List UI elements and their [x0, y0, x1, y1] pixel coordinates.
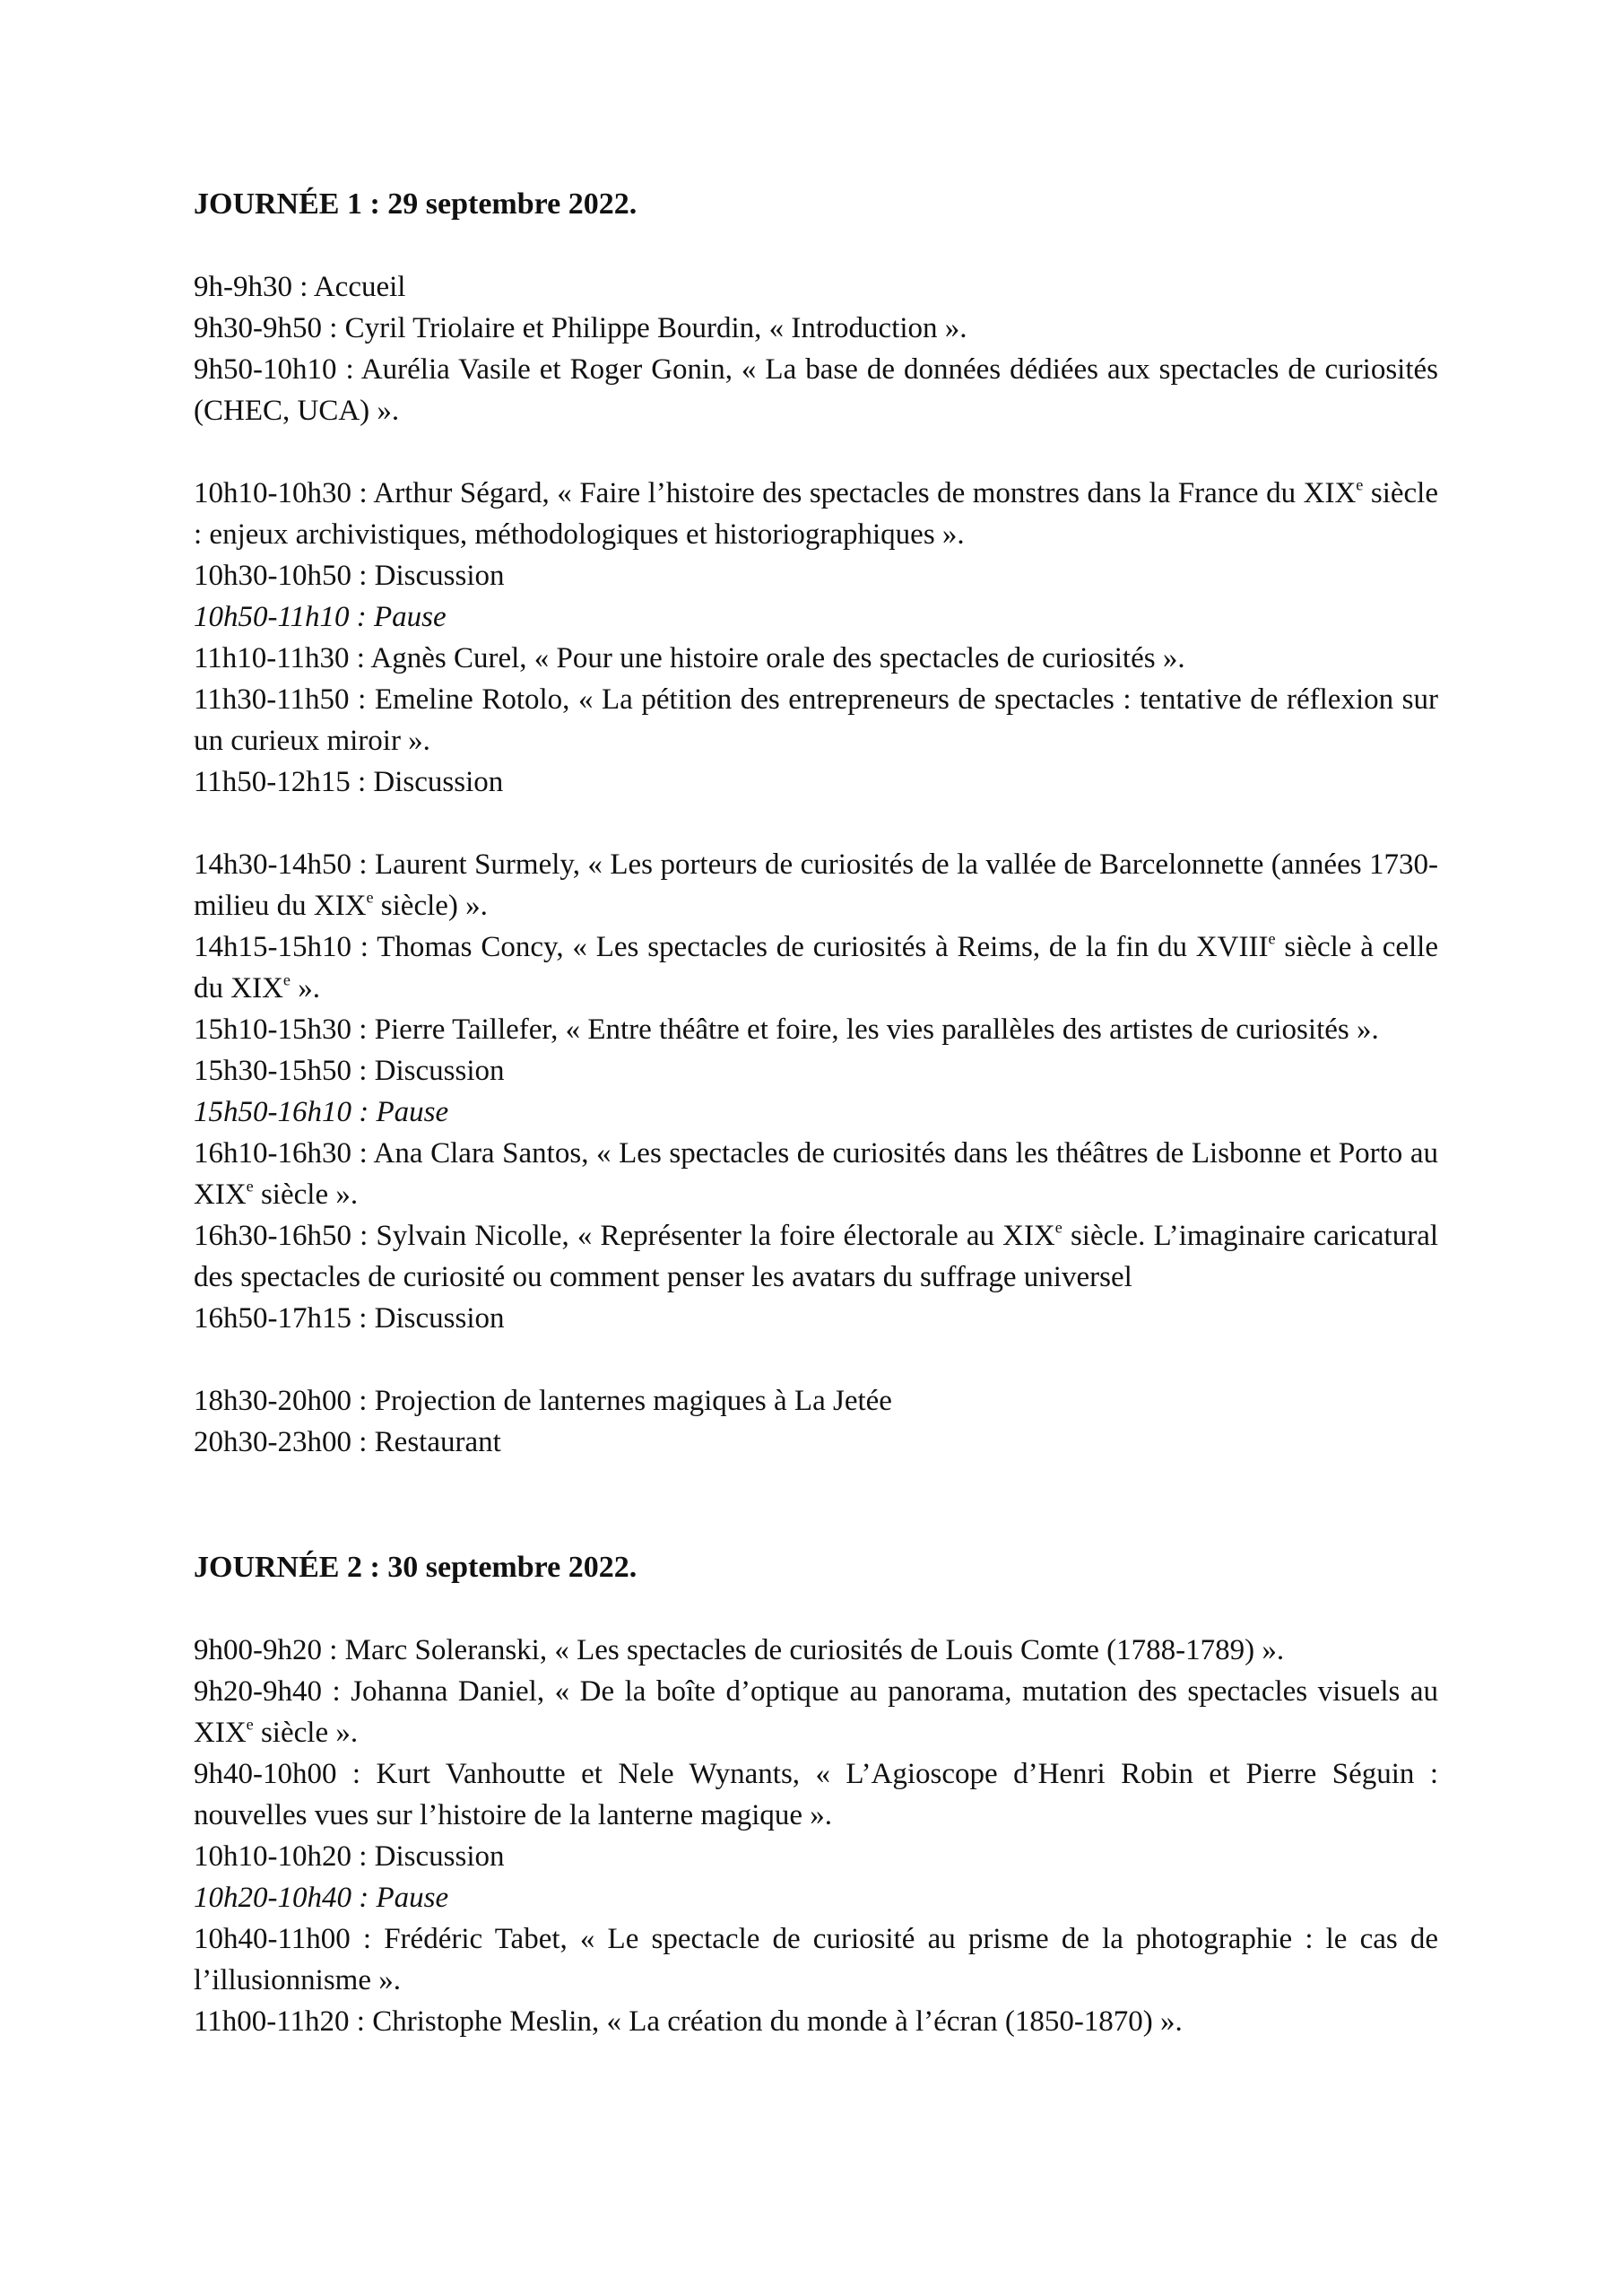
schedule-entry: 11h10-11h30 : Agnès Curel, « Pour une histoire orale des spectacles de curiosités ». [194, 642, 1185, 674]
ordinal-superscript: e [1268, 929, 1276, 948]
schedule-entry: 11h30-11h50 : Emeline Rotolo, « La pétition des entrepreneurs de spectacles : tentative de réflexion sur un curieux miroir ». [194, 683, 1438, 757]
ordinal-superscript: e [246, 1177, 254, 1196]
day1-schedule [194, 266, 1438, 1463]
ordinal-superscript: e [246, 1715, 254, 1734]
schedule-entry: 10h10-10h30 : Arthur Ségard, « Faire l’histoire des spectacles de monstres dans la France du XIXe siècle : enjeux archivistiques, méthodologiques et historiographiques ». [194, 475, 1438, 551]
section-spacer [194, 1339, 1438, 1380]
schedule-entry: 20h30-23h00 : Restaurant [194, 1426, 501, 1458]
schedule-entry: 14h15-15h10 : Thomas Concy, « Les spectacles de curiosités à Reims, de la fin du XVIIIe siècle à celle du XIXe ». [194, 929, 1439, 1004]
schedule-entry: 9h-9h30 : Accueil [194, 271, 406, 303]
day2-schedule [194, 1630, 1438, 2042]
schedule-pause: 10h20-10h40 : Pause [194, 1882, 449, 1914]
section-spacer [194, 431, 1438, 473]
schedule-entry: 11h00-11h20 : Christophe Meslin, « La création du monde à l’écran (1850-1870) ». [194, 2005, 1183, 2038]
schedule-entry: 14h30-14h50 : Laurent Surmely, « Les porteurs de curiosités de la vallée de Barcelonnette (années 1730-milieu du XIXe siècle) ». [194, 848, 1438, 922]
schedule-pause: 10h50-11h10 : Pause [194, 601, 447, 633]
ordinal-superscript: e [1054, 1218, 1063, 1237]
schedule-entry: 9h50-10h10 : Aurélia Vasile et Roger Gonin, « La base de données dédiées aux spectacles de curiosités (CHEC, UCA) ». [194, 353, 1438, 427]
schedule-entry: 9h30-9h50 : Cyril Triolaire et Philippe Bourdin, « Introduction ». [194, 312, 967, 344]
ordinal-superscript: e [282, 970, 291, 989]
schedule-entry: 16h50-17h15 : Discussion [194, 1302, 505, 1335]
schedule-pause: 15h50-16h10 : Pause [194, 1096, 449, 1128]
schedule-entry: 10h10-10h20 : Discussion [194, 1840, 505, 1873]
schedule-entry: 15h10-15h30 : Pierre Taillefer, « Entre théâtre et foire, les vies parallèles des artistes de curiosités ». [194, 1013, 1379, 1046]
schedule-entry: 9h40-10h00 : Kurt Vanhoutte et Nele Wynants, « L’Agioscope d’Henri Robin et Pierre Séguin : nouvelles vues sur l’histoire de la lanterne magique ». [194, 1758, 1438, 1831]
schedule-entry: 16h10-16h30 : Ana Clara Santos, « Les spectacles de curiosités dans les théâtres de Lisbonne et Porto au XIXe siècle ». [194, 1137, 1438, 1211]
day2-heading: JOURNÉE 2 : 30 septembre 2022. [194, 1551, 638, 1584]
schedule-entry: 9h00-9h20 : Marc Soleranski, « Les spectacles de curiosités de Louis Comte (1788-1789) ». [194, 1634, 1285, 1666]
section-spacer [194, 803, 1438, 844]
schedule-entry: 18h30-20h00 : Projection de lanternes magiques à La Jetée [194, 1385, 892, 1417]
ordinal-superscript: e [366, 888, 374, 907]
schedule-entry: 15h30-15h50 : Discussion [194, 1055, 505, 1087]
schedule-entry: 9h20-9h40 : Johanna Daniel, « De la boîte d’optique au panorama, mutation des spectacles visuels au XIXe siècle ». [194, 1675, 1438, 1749]
schedule-entry: 10h40-11h00 : Frédéric Tabet, « Le spectacle de curiosité au prisme de la photographie : le cas de l’illusionnisme ». [194, 1923, 1438, 1996]
schedule-entry: 11h50-12h15 : Discussion [194, 766, 504, 798]
schedule-entry: 16h30-16h50 : Sylvain Nicolle, « Représenter la foire électorale au XIXe siècle. L’imaginaire caricatural des spectacles de curiosité ou comment penser les avatars du suffrage universel [194, 1218, 1439, 1293]
day1-heading: JOURNÉE 1 : 29 septembre 2022. [194, 187, 638, 221]
schedule-entry: 10h30-10h50 : Discussion [194, 560, 505, 592]
ordinal-superscript: e [1356, 475, 1364, 494]
programme-content [194, 184, 1438, 2042]
